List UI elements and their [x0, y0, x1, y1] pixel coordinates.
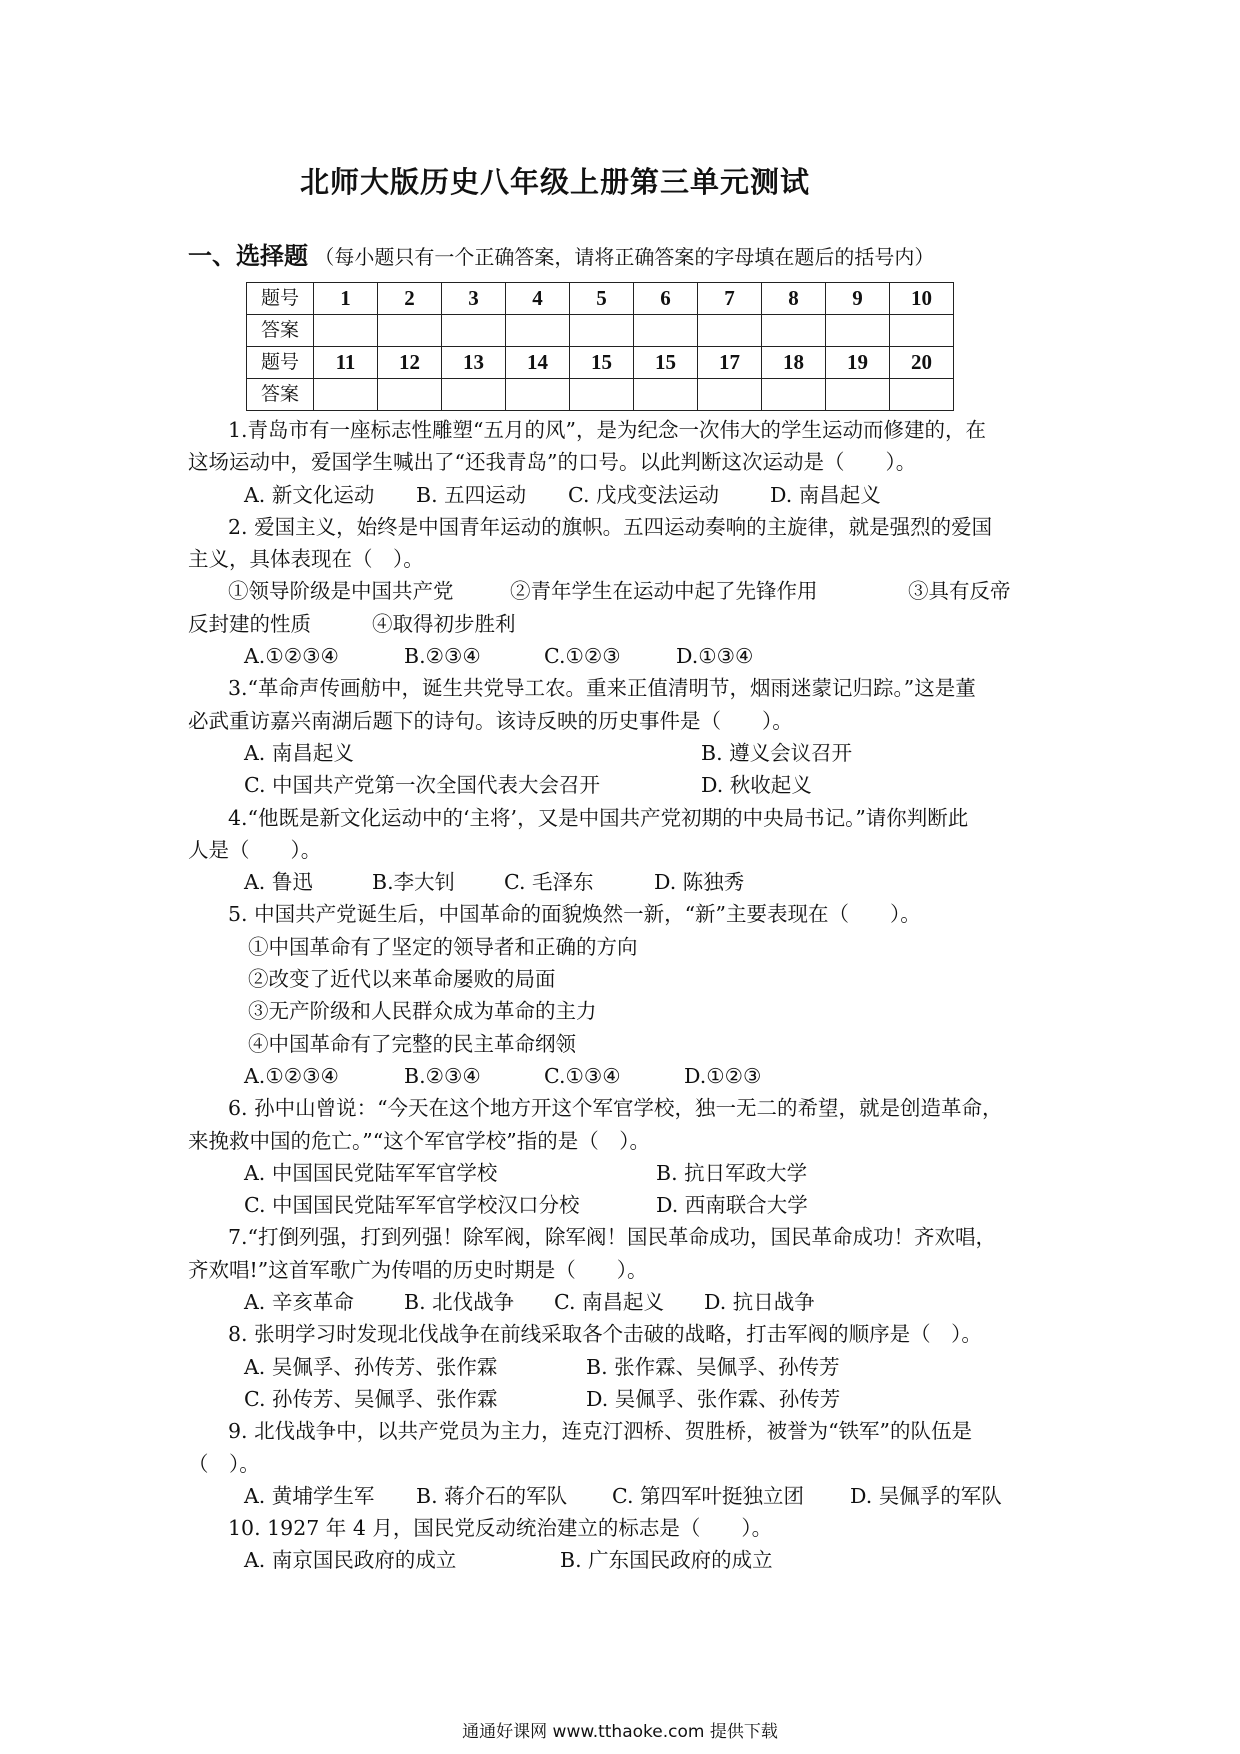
option-b[interactable]: B. 蒋介石的军队	[416, 1483, 568, 1508]
question-6-stem-cont: 来挽救中国的危亡。”“这个军官学校”指的是（ ）。	[188, 1128, 650, 1153]
statement-2: ②改变了近代以来革命屡败的局面	[248, 967, 556, 992]
answer-table	[246, 282, 954, 411]
section-title: 一、选择题	[188, 242, 308, 270]
question-number-cell: 4	[506, 283, 570, 315]
question-6-stem: 6. 孙中山曾说：“今天在这个地方开这个军官学校，独一无二的希望，就是创造革命，	[228, 1096, 1003, 1121]
option-c[interactable]: C. 第四军叶挺独立团	[612, 1483, 804, 1508]
page-title: 北师大版历史八年级上册第三单元测试	[299, 165, 810, 199]
question-number-cell: 9	[826, 283, 890, 315]
statement-3: ③无产阶级和人民群众成为革命的主力	[248, 999, 597, 1024]
question-2-options	[188, 640, 1068, 672]
option-a[interactable]: A. 吴佩孚、孙传芳、张作霖	[244, 1354, 498, 1379]
question-number-cell: 19	[826, 347, 890, 379]
answer-table-answer-row-1	[247, 315, 954, 347]
answer-table-number-row-2	[247, 347, 954, 379]
question-number-cell: 13	[442, 347, 506, 379]
option-b[interactable]: B. 抗日军政大学	[656, 1160, 808, 1185]
answer-cell[interactable]	[634, 379, 698, 411]
option-d[interactable]: D.①②③	[684, 1063, 762, 1088]
option-c[interactable]: C. 毛泽东	[504, 870, 594, 895]
option-d[interactable]: D. 吴佩孚、张作霖、孙传芳	[586, 1386, 841, 1411]
option-d[interactable]: D. 陈独秀	[654, 870, 745, 895]
option-d[interactable]: D. 吴佩孚的军队	[850, 1483, 1002, 1508]
question-8-options-ab	[188, 1351, 1068, 1383]
question-10-options	[188, 1544, 1068, 1576]
question-number-cell: 17	[698, 347, 762, 379]
question-8-stem: 8. 张明学习时发现北伐战争在前线采取各个击破的战略，打击军阀的顺序是（ ）。	[228, 1322, 982, 1347]
question-number-cell: 15	[634, 347, 698, 379]
question-number-cell: 1	[314, 283, 378, 315]
question-number-cell: 11	[314, 347, 378, 379]
question-7-stem-cont: 齐欢唱!”这首军歌广为传唱的历史时期是（ ）。	[188, 1257, 648, 1282]
question-5-stem: 5. 中国共产党诞生后，中国革命的面貌焕然一新，“新”主要表现在（ ）。	[228, 902, 921, 927]
question-10-stem: 10. 1927 年 4 月，国民党反动统治建立的标志是（ ）。	[228, 1516, 773, 1541]
answer-cell[interactable]	[826, 379, 890, 411]
option-d[interactable]: D. 抗日战争	[704, 1290, 815, 1315]
answer-cell[interactable]	[506, 315, 570, 347]
statement-4: ④中国革命有了完整的民主革命纲领	[248, 1031, 576, 1056]
option-c[interactable]: C. 中国国民党陆军军官学校汉口分校	[244, 1193, 580, 1218]
answer-cell[interactable]	[506, 379, 570, 411]
option-b[interactable]: B. 北伐战争	[404, 1290, 515, 1315]
answer-cell[interactable]	[634, 315, 698, 347]
question-3-options-ab	[188, 737, 1068, 769]
question-number-cell: 5	[570, 283, 634, 315]
option-c[interactable]: C.①②③	[544, 644, 621, 669]
question-number-cell: 3	[442, 283, 506, 315]
option-b[interactable]: B. 五四运动	[416, 482, 527, 507]
row-label-answer: 答案	[247, 379, 314, 411]
page-footer: 通通好课网 www.tthaoke.com 提供下载	[462, 1722, 778, 1742]
answer-table-answer-row-2	[247, 379, 954, 411]
row-label-number: 题号	[247, 347, 314, 379]
question-6-options-ab	[188, 1157, 1068, 1189]
question-list	[188, 414, 1068, 1577]
answer-cell[interactable]	[890, 315, 954, 347]
question-number-cell: 20	[890, 347, 954, 379]
answer-cell[interactable]	[826, 315, 890, 347]
answer-cell[interactable]	[314, 379, 378, 411]
question-1-stem-cont: 这场运动中，爱国学生喊出了“还我青岛”的口号。以此判断这次运动是（ ）。	[188, 450, 917, 475]
question-1-stem: 1.青岛市有一座标志性雕塑“五月的风”，是为纪念一次伟大的学生运动而修建的，在	[228, 418, 987, 442]
statement-3: ③具有反帝	[908, 579, 1011, 604]
row-label-number: 题号	[247, 283, 314, 315]
question-8-options-cd	[188, 1383, 1068, 1415]
question-9-stem: 9. 北伐战争中，以共产党员为主力，连克汀泗桥、贺胜桥，被誉为“铁军”的队伍是	[228, 1419, 973, 1444]
option-c[interactable]: C. 孙传芳、吴佩孚、张作霖	[244, 1386, 498, 1411]
option-a[interactable]: A. 鲁迅	[244, 870, 313, 895]
answer-cell[interactable]	[762, 379, 826, 411]
answer-cell[interactable]	[378, 315, 442, 347]
question-7-stem: 7.“打倒列强，打到列强！除军阀，除军阀！国民革命成功，国民革命成功！齐欢唱，	[228, 1225, 997, 1250]
question-4-options	[188, 866, 1068, 898]
option-a[interactable]: A. 辛亥革命	[244, 1290, 354, 1315]
question-number-cell: 2	[378, 283, 442, 315]
question-number-cell: 14	[506, 347, 570, 379]
answer-cell[interactable]	[378, 379, 442, 411]
question-3-stem-cont: 必武重访嘉兴南湖后题下的诗句。该诗反映的历史事件是（ ）。	[188, 708, 793, 733]
question-number-cell: 12	[378, 347, 442, 379]
answer-cell[interactable]	[698, 315, 762, 347]
option-c[interactable]: C. 南昌起义	[554, 1290, 664, 1315]
option-b[interactable]: B. 遵义会议召开	[701, 740, 853, 765]
statement-2: ②青年学生在运动中起了先锋作用	[510, 579, 818, 604]
question-2-items	[188, 575, 1068, 607]
question-7-options	[188, 1286, 1068, 1318]
question-2-stem: 2. 爱国主义，始终是中国青年运动的旗帜。五四运动奏响的主旋律，就是强烈的爱国	[228, 514, 993, 539]
question-6-options-cd	[188, 1189, 1068, 1221]
statement-1: ①中国革命有了坚定的领导者和正确的方向	[248, 934, 638, 959]
answer-cell[interactable]	[698, 379, 762, 411]
option-b[interactable]: B. 广东国民政府的成立	[560, 1548, 773, 1573]
option-a[interactable]: A.①②③④	[244, 644, 339, 669]
option-b[interactable]: B. 张作霖、吴佩孚、孙传芳	[586, 1354, 840, 1379]
statement-1: ①领导阶级是中国共产党	[228, 579, 454, 604]
question-1-options	[188, 479, 1068, 511]
answer-cell[interactable]	[442, 315, 506, 347]
section-instructions: （每小题只有一个正确答案，请将正确答案的字母填在题后的括号内）	[314, 245, 935, 269]
question-9-stem-cont: （ ）。	[188, 1451, 260, 1476]
option-d[interactable]: D. 南昌起义	[770, 482, 881, 507]
statement-3-cont: 反封建的性质	[188, 611, 311, 636]
question-4-stem-cont: 人是（ ）。	[188, 837, 322, 862]
option-a[interactable]: A. 中国国民党陆军军官学校	[244, 1160, 498, 1185]
answer-cell[interactable]	[762, 315, 826, 347]
option-c[interactable]: C. 中国共产党第一次全国代表大会召开	[244, 773, 600, 798]
option-a[interactable]: A. 南昌起义	[244, 740, 354, 765]
option-a[interactable]: A. 黄埔学生军	[244, 1483, 375, 1508]
question-4-stem: 4.“他既是新文化运动中的‘主将’，又是中国共产党初期的中央局书记。”请你判断此	[228, 805, 969, 830]
answer-cell[interactable]	[314, 315, 378, 347]
answer-cell[interactable]	[570, 379, 634, 411]
option-a[interactable]: A. 南京国民政府的成立	[244, 1548, 457, 1573]
option-d[interactable]: D. 西南联合大学	[656, 1193, 808, 1218]
option-b[interactable]: B.李大钊	[372, 870, 456, 895]
answer-table-number-row-1	[247, 283, 954, 315]
answer-cell[interactable]	[890, 379, 954, 411]
question-number-cell: 8	[762, 283, 826, 315]
option-b[interactable]: B.②③④	[404, 1063, 481, 1088]
question-9-options	[188, 1480, 1068, 1512]
question-number-cell: 7	[698, 283, 762, 315]
question-number-cell: 15	[570, 347, 634, 379]
option-c[interactable]: C.①③④	[544, 1063, 621, 1088]
answer-cell[interactable]	[570, 315, 634, 347]
section-heading	[188, 236, 934, 271]
question-number-cell: 10	[890, 283, 954, 315]
question-number-cell: 18	[762, 347, 826, 379]
question-3-options-cd	[188, 769, 1068, 801]
statement-4: ④取得初步胜利	[372, 611, 516, 636]
answer-cell[interactable]	[442, 379, 506, 411]
question-2-items-cont	[188, 608, 1068, 640]
option-a[interactable]: A.①②③④	[244, 1063, 339, 1088]
option-c[interactable]: C. 戊戌变法运动	[568, 482, 719, 507]
question-5-options	[188, 1060, 1068, 1092]
question-number-cell: 6	[634, 283, 698, 315]
option-d[interactable]: D.①③④	[676, 644, 754, 669]
question-3-stem: 3.“革命声传画舫中，诞生共党导工农。重来正值清明节，烟雨迷蒙记归踪。”这是董	[228, 676, 976, 701]
row-label-answer: 答案	[247, 315, 314, 347]
option-b[interactable]: B.②③④	[404, 644, 481, 669]
option-a[interactable]: A. 新文化运动	[244, 482, 375, 507]
option-d[interactable]: D. 秋收起义	[701, 773, 812, 798]
question-2-stem-cont: 主义，具体表现在（ ）。	[188, 547, 424, 572]
